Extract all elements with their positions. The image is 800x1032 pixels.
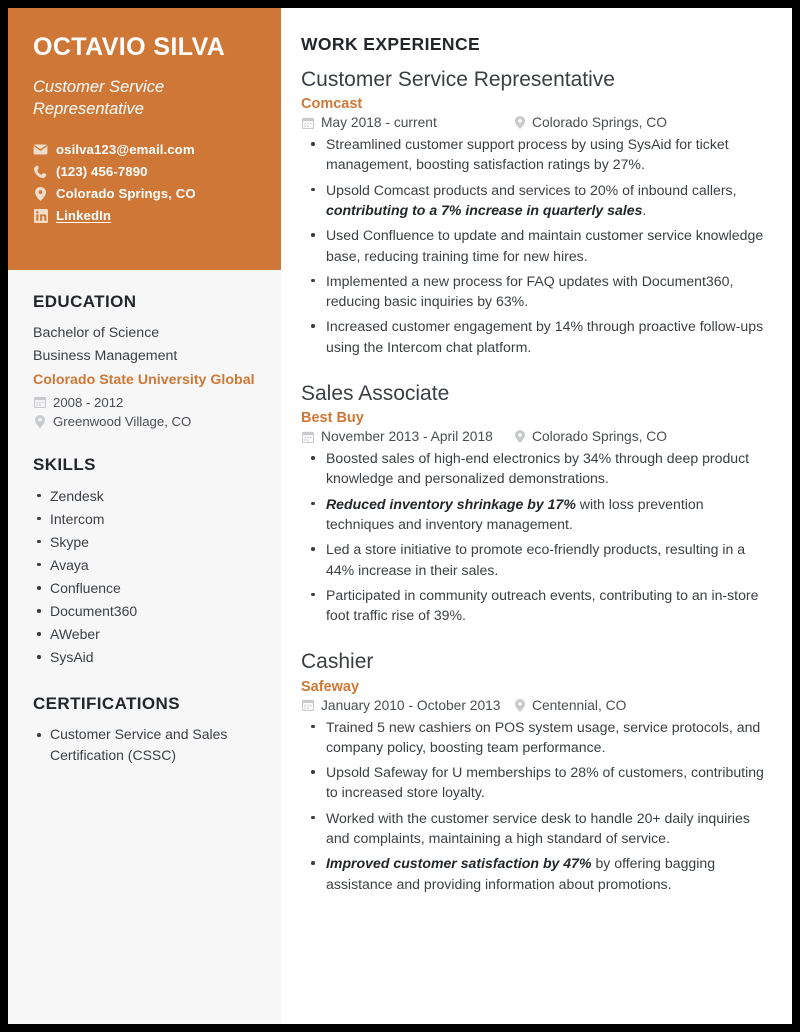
bullet-item bbox=[301, 539, 768, 580]
bullet-pre: Led a store initiative to promote eco-friendly products, resulting in a 44% increase in their sales. bbox=[326, 541, 746, 578]
work-experience-heading: WORK EXPERIENCE bbox=[301, 34, 481, 54]
skills-section bbox=[33, 455, 257, 669]
contact-linkedin-label[interactable]: LinkedIn bbox=[56, 208, 112, 224]
resume-page bbox=[8, 8, 792, 1024]
bullet-pre: Implemented a new process for FAQ updates with Document360, reducing basic inquiries by 63%. bbox=[326, 272, 734, 310]
candidate-job-title: Customer Service Representative bbox=[33, 77, 165, 118]
job-dates-label: May 2018 - current bbox=[321, 115, 437, 131]
job-company: Best Buy bbox=[301, 410, 364, 427]
map-pin-icon bbox=[513, 116, 526, 129]
job-dates bbox=[301, 115, 513, 130]
bullet-item bbox=[301, 271, 768, 312]
list-item: Confluence bbox=[33, 577, 257, 599]
sidebar bbox=[8, 8, 281, 1024]
map-pin-icon bbox=[513, 699, 526, 712]
bullet-item bbox=[301, 316, 768, 357]
job-location-label: Centennial, CO bbox=[532, 697, 627, 713]
bullet-pre: Increased customer engagement by 14% through proactive follow-ups using the Intercom chat platform. bbox=[326, 318, 764, 355]
bullet-item bbox=[301, 762, 768, 803]
bullet-pre: Streamlined customer support process by using SysAid for ticket management, boosting satisfaction ratings by 27%. bbox=[326, 136, 729, 173]
list-item: AWeber bbox=[33, 623, 257, 645]
bullet-item bbox=[301, 448, 768, 489]
job-meta bbox=[301, 429, 768, 444]
education-heading: EDUCATION bbox=[33, 292, 137, 311]
certifications-list bbox=[33, 724, 257, 765]
job-dates-label: November 2013 - April 2018 bbox=[321, 429, 493, 445]
job-bullets bbox=[301, 717, 768, 894]
candidate-name: OCTAVIO SILVA bbox=[33, 33, 226, 61]
calendar-icon bbox=[301, 699, 314, 712]
bullet-pre: Trained 5 new cashiers on POS system usage, service protocols, and company policy, boosting team performance. bbox=[326, 718, 761, 755]
job-bullets bbox=[301, 134, 768, 357]
education-dates bbox=[33, 395, 257, 410]
bullet-item bbox=[301, 585, 768, 626]
bullet-bold: Improved customer satisfaction by 47% bbox=[326, 855, 592, 872]
bullet-bold: Reduced inventory shrinkage by 17% bbox=[326, 495, 576, 512]
bullet-pre: Worked with the customer service desk to handle 20+ daily inquiries and complaints, maintaining a high standard of service. bbox=[326, 809, 750, 847]
bullet-item bbox=[301, 808, 768, 849]
contact-location bbox=[33, 186, 257, 201]
bullet-item bbox=[301, 494, 768, 535]
bullet-pre: Upsold Safeway for U memberships to 28% of customers, contributing to increased store loyalty. bbox=[326, 764, 764, 801]
linkedin-icon bbox=[33, 208, 48, 223]
education-location bbox=[33, 414, 257, 429]
education-section bbox=[33, 292, 257, 429]
job-location-label: Colorado Springs, CO bbox=[532, 429, 667, 445]
contact-linkedin[interactable] bbox=[33, 208, 257, 223]
list-item: Customer Service and Sales Certification (CSSC) bbox=[33, 724, 257, 765]
job-location-label: Colorado Springs, CO bbox=[532, 115, 667, 131]
bullet-bold: contributing to a 7% increase in quarterly sales bbox=[326, 202, 643, 219]
job-entry bbox=[301, 67, 768, 357]
job-role: Customer Service Representative bbox=[301, 68, 615, 91]
contact-email-label: osilva123@email.com bbox=[56, 142, 195, 158]
job-role: Cashier bbox=[301, 650, 374, 674]
bullet-pre: Used Confluence to update and maintain customer service knowledge base, reducing training time for new hires. bbox=[326, 227, 764, 264]
bullet-pre: Upsold Comcast products and services to 20% of inbound callers, bbox=[326, 181, 737, 198]
job-dates-label: January 2010 - October 2013 bbox=[321, 697, 501, 713]
job-meta bbox=[301, 115, 768, 130]
job-company: Safeway bbox=[301, 678, 360, 695]
envelope-icon bbox=[33, 142, 48, 157]
contact-email[interactable] bbox=[33, 142, 257, 157]
job-location bbox=[513, 698, 626, 713]
job-role: Sales Associate bbox=[301, 382, 450, 405]
job-entry bbox=[301, 381, 768, 625]
bullet-pre: Boosted sales of high-end electronics by 34% through deep product knowledge and personalized demonstrations. bbox=[326, 450, 750, 487]
job-dates bbox=[301, 429, 513, 444]
job-entry bbox=[301, 649, 768, 893]
job-bullets bbox=[301, 448, 768, 625]
education-school: Colorado State University Global bbox=[33, 372, 255, 388]
education-location-label: Greenwood Village, CO bbox=[53, 413, 192, 429]
list-item: Document360 bbox=[33, 600, 257, 622]
bullet-item bbox=[301, 180, 768, 221]
calendar-icon bbox=[301, 116, 314, 129]
sidebar-body bbox=[8, 270, 281, 765]
job-meta bbox=[301, 698, 768, 713]
job-dates bbox=[301, 698, 513, 713]
bullet-pre: Participated in community outreach events, contributing to an in-store foot traffic rise of 39%. bbox=[326, 586, 759, 624]
list-item: Avaya bbox=[33, 554, 257, 576]
list-item: Zendesk bbox=[33, 485, 257, 507]
phone-icon bbox=[33, 164, 48, 179]
sidebar-header bbox=[8, 8, 281, 270]
bullet-post: with loss prevention techniques and inventory management. bbox=[326, 495, 704, 533]
job-company: Comcast bbox=[301, 96, 363, 113]
contact-phone-label: (123) 456-7890 bbox=[56, 164, 148, 180]
contact-list bbox=[33, 142, 257, 223]
main-content bbox=[281, 8, 792, 1024]
bullet-post: by offering bagging assistance and providing information about promotions. bbox=[326, 855, 716, 892]
bullet-item bbox=[301, 134, 768, 175]
education-degree: Bachelor of Science bbox=[33, 325, 160, 341]
contact-location-label: Colorado Springs, CO bbox=[56, 186, 196, 202]
map-pin-icon bbox=[33, 415, 46, 428]
calendar-icon bbox=[33, 396, 46, 409]
job-location bbox=[513, 115, 667, 130]
list-item: Intercom bbox=[33, 508, 257, 530]
education-major: Business Management bbox=[33, 348, 178, 364]
bullet-post: . bbox=[642, 202, 647, 219]
calendar-icon bbox=[301, 430, 314, 443]
list-item: Skype bbox=[33, 531, 257, 553]
job-location bbox=[513, 429, 667, 444]
skills-heading: SKILLS bbox=[33, 454, 96, 474]
contact-phone[interactable] bbox=[33, 164, 257, 179]
certifications-section bbox=[33, 694, 257, 765]
education-dates-label: 2008 - 2012 bbox=[53, 394, 124, 410]
map-pin-icon bbox=[33, 186, 48, 201]
skills-list bbox=[33, 485, 257, 669]
bullet-item bbox=[301, 853, 768, 894]
bullet-item bbox=[301, 717, 768, 758]
list-item: SysAid bbox=[33, 646, 257, 668]
bullet-item bbox=[301, 225, 768, 266]
map-pin-icon bbox=[513, 430, 526, 443]
certifications-heading: CERTIFICATIONS bbox=[33, 694, 180, 714]
